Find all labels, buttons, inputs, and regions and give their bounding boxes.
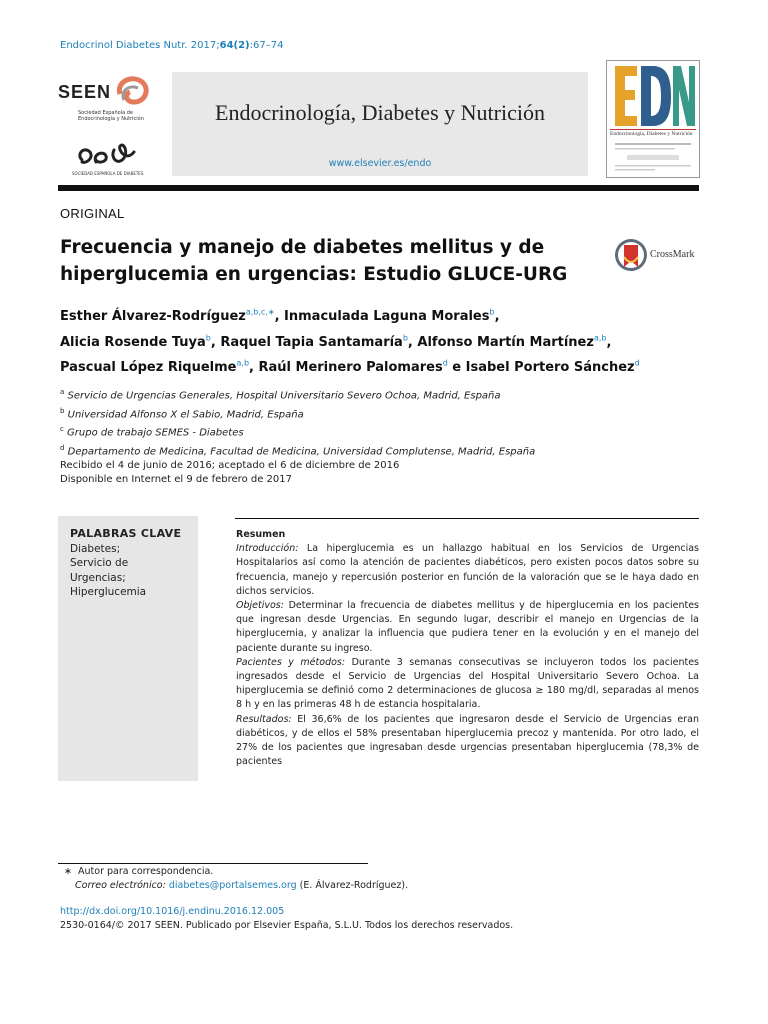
journal-banner (172, 72, 588, 176)
abstract-heading: Resumen (236, 529, 286, 540)
author: Inmaculada Laguna Morales$^b$, (284, 308, 500, 325)
affiliation: $^a$ Servicio de Urgencias Generales, Hospital Universitario Severo Ochoa, Madrid, España (60, 388, 501, 402)
cover-subtitle: Endocrinología, Diabetes y Nutrición (610, 129, 696, 137)
article-dates (60, 459, 700, 488)
affiliation: $^c$ Grupo de trabajo SEMES - Diabetes (60, 425, 244, 439)
author: Raúl Merinero Palomares$^d$ e (258, 358, 466, 375)
online-date: Disponible en Internet el 9 de febrero de 2017 (60, 474, 292, 486)
abstract-paragraph: Introducción: La hiperglucemia es un hallazgo habitual en los Servicios de Urgencias Hospitalarios así como la atención de pacientes diabéticos, pero existen pocos datos sobre su frecuencia, manejo y repercusión posterior en función de la valoración que se le haya dado en dichos servicios. (236, 543, 699, 597)
cover-fine-print (613, 141, 693, 175)
author: Esther Álvarez-Rodríguez$^{a,b,c,∗}$, (60, 308, 285, 325)
email-link[interactable]: diabetes@portalsemes.org (168, 880, 297, 891)
abstract-paragraph: Pacientes y métodos: Durante 3 semanas consecutivas se incluyeron todos los pacientes ingresados desde el Servicio de Urgencias del Hospital Universitario Severo Ochoa. La hiperglucemia se definió como 2 determinaciones de glucosa ≥ 180 mg/dl, separadas al menos 8 h y en las primeras 48 h de estancia hospitalaria. (236, 656, 699, 711)
edn-cover-logo (609, 62, 697, 130)
author: Alicia Rosende Tuya$^b$, (60, 333, 221, 350)
crossmark-label: CrossMark (650, 249, 695, 260)
affiliation: $^b$ Universidad Alfonso X el Sabio, Madrid, España (60, 406, 304, 420)
keywords-box (58, 516, 198, 781)
keyword: Hiperglucemia (70, 585, 147, 598)
author-list (60, 302, 700, 378)
section-label: ORIGINAL (60, 206, 125, 221)
keyword: Diabetes; (70, 543, 121, 555)
keyword: Servicio de (70, 557, 129, 570)
abstract-paragraph: Objetivos: Determinar la frecuencia de diabetes mellitus y de hiperglucemia en los pacientes que ingresan desde Urgencias. En segundo lugar, describir el manejo en Urgencias de la hiperglucemia, y analizar la influencia que pudiera tener en la evolución y en el manejo del paciente durante su ingreso. (236, 600, 699, 654)
abstract-divider (235, 518, 699, 519)
seen-logo (58, 74, 158, 178)
sed-signature-logo (74, 132, 144, 172)
crossmark-badge[interactable] (614, 237, 704, 273)
affiliation: $^d$ Departamento de Medicina, Facultad de Medicina, Universidad Complutense, Madrid, España (60, 443, 536, 458)
keywords-list (70, 542, 146, 599)
journal-cover (606, 60, 700, 178)
journal-title: Endocrinología, Diabetes y Nutrición (215, 100, 545, 125)
seen-swirl-icon (112, 74, 152, 110)
article-title: Frecuencia y manejo de diabetes mellitus y de hiperglucemia en urgencias: Estudio GLUCE-URG (60, 237, 568, 285)
abstract (236, 528, 699, 769)
seen-wordmark: SEEN (58, 82, 112, 102)
seen-subtitle: Sociedad Española de Endocrinología y Nutrición (78, 110, 144, 122)
footnote-divider (58, 863, 368, 864)
abstract-paragraph: Resultados: El 36,6% de los pacientes que ingresaron desde el Servicio de Urgencias eran diabéticos, y de ellos el 58% presentaban hiperglucemia precoz y mantenida. Por otro lado, el 27% de los pacientes que ingresaban desde urgencias presentaban hiperglucemia (78,3% de pacientes (236, 713, 699, 768)
author: Pascual López Riquelme$^{a,b}$, (60, 358, 259, 375)
author: Alfonso Martín Martínez$^{a,b}$, (417, 333, 612, 350)
doi-link[interactable]: http://dx.doi.org/10.1016/j.endinu.2016.12.005 (60, 906, 285, 917)
keyword: Urgencias; (70, 571, 126, 584)
correspondence-footnote: ∗ Autor para correspondencia. Correo electrónico: diabetes@portalsemes.org (E. Álvarez-Rodríguez). (64, 866, 409, 891)
sed-subtitle: SOCIEDAD ESPAÑOLA DE DIABETES (72, 171, 144, 176)
header-divider (58, 185, 699, 191)
copyright: 2530-0164/© 2017 SEEN. Publicado por Elsevier España, S.L.U. Todos los derechos reservados. (60, 920, 514, 931)
author: Raquel Tapia Santamaría$^b$, (220, 333, 418, 350)
journal-citation: Endocrinol Diabetes Nutr. 2017;64(2):67–74 (60, 40, 284, 51)
keywords-heading: PALABRAS CLAVE (70, 527, 182, 540)
author: Isabel Portero Sánchez$^d$ (465, 358, 640, 375)
journal-url-link[interactable]: www.elsevier.es/endo (328, 158, 432, 169)
received-date: Recibido el 4 de junio de 2016; aceptado el 6 de diciembre de 2016 (60, 460, 400, 471)
affiliations (60, 385, 700, 460)
crossmark-icon (614, 237, 648, 273)
